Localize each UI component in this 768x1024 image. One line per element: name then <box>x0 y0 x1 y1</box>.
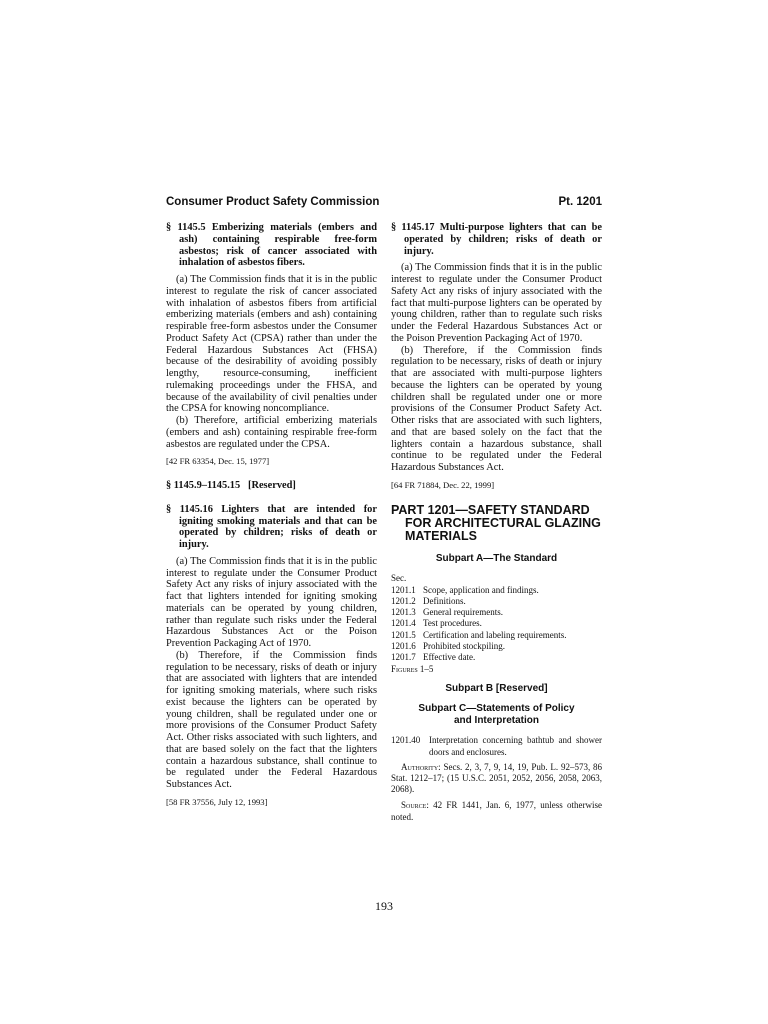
subpart-a-heading: Subpart A—The Standard <box>435 552 558 564</box>
paragraph-b: (b) Therefore, artificial emberizing materials (embers and ash) containing respirable free-form asbestos are regulated under the CPSA. <box>166 415 377 450</box>
left-column <box>166 222 377 821</box>
paragraph-b: (b) Therefore, if the Commission finds regulation to be necessary, risks of death or injury that are associated with multi-purpose lighters because the lighters can be operated by young children shall be regulated under one or more provisions of the Consumer Product Safety Act. Other risks that are associated with such lighters, and that are based solely on the fact that the lighters contain a hazardous substance, shall continue to be regulated under the Federal Hazardous Substances Act. <box>391 344 602 473</box>
toc-title: General requirements. <box>423 607 503 618</box>
toc-number: 1201.2 <box>391 595 416 606</box>
sec-label: Sec. <box>391 572 407 583</box>
toc-number: 1201.40 <box>391 735 421 746</box>
toc-number: 1201.3 <box>391 607 416 618</box>
toc-entry[interactable] <box>391 607 602 618</box>
toc-entry[interactable] <box>391 652 602 663</box>
figures-label: Figures 1–5 <box>391 664 434 675</box>
agency-name: Consumer Product Safety Commission <box>166 196 380 208</box>
section-heading-1145-17 <box>391 222 602 257</box>
authority-label: Authority: <box>401 761 441 772</box>
section-title: Multi-purpose lighters that can be operated by children; risks of death or injury. <box>404 222 602 257</box>
section-heading-1145-16 <box>166 504 377 551</box>
section-number: § 1145.16 <box>166 503 213 515</box>
toc-number: 1201.4 <box>391 618 416 629</box>
toc-number: 1201.7 <box>391 651 416 662</box>
citation: [42 FR 63354, Dec. 15, 1977] <box>166 456 270 467</box>
authority-text: Secs. 2, 3, 7, 9, 14, 19, Pub. L. 92–573, 86 Stat. 1212–17; (15 U.S.C. 2051, 2052, 2056, 2058, 2063, 2068). <box>391 761 603 795</box>
toc-entry[interactable] <box>391 585 602 596</box>
part-title: PART 1201—SAFETY STANDARD FOR ARCHITECTURAL GLAZING MATERIALS <box>391 502 601 543</box>
toc-title: Test procedures. <box>423 618 482 629</box>
toc-number: 1201.6 <box>391 640 416 651</box>
toc-entry[interactable] <box>391 630 602 641</box>
toc-number: 1201.1 <box>391 584 416 595</box>
right-column <box>391 222 602 828</box>
toc-title: Certification and labeling requirements. <box>423 629 567 640</box>
section-number: § 1145.5 <box>166 222 206 233</box>
toc-entry[interactable] <box>391 735 602 757</box>
paragraph-a: (a) The Commission finds that it is in the public interest to regulate the risk of cancer associated with inhalation of asbestos fibers from artificial emberizing materials (embers and ash) containing respirable free-form asbestos under the Consumer Product Safety Act (CPSA) rather than under the Federal Hazardous Substances Act (FHSA) because of the desirability of avoiding possibly lengthy, resource-consuming, inefficient rulemaking proceedings under the FHSA, and because of the availability of civil penalties under the CPSA for knowing noncompliance. <box>166 274 377 415</box>
toc-title: Prohibited stockpiling. <box>423 640 505 651</box>
section-title: [Reserved] <box>247 480 296 491</box>
source-label: Source: <box>401 800 429 811</box>
paragraph-b: (b) Therefore, if the Commission finds regulation to be necessary, risks of death or injury that are associated with lighters that are intended for igniting smoking materials, where such risks exist because the lighters can be operated by young children, shall be regulated under one or more provisions of the Consumer Product Safety Act. Other risks associated with such lighters, and that are based solely on the fact that the lighters contain a hazardous substance, shall continue to be regulated under the Federal Hazardous Substances Act. <box>166 649 377 790</box>
paragraph-a: (a) The Commission finds that it is in the public interest to regulate under the Consumer Product Safety Act any risks of injury associated with the fact that multi-purpose lighters can be operated by young children, rather than to regulate such risks under the Federal Hazardous Substances Act or the Poison Prevention Packaging Act of 1970. <box>391 262 602 344</box>
toc-title: Definitions. <box>423 595 466 606</box>
authority-note <box>391 762 602 796</box>
section-number: § 1145.9–1145.15 <box>166 480 241 491</box>
toc-entry[interactable] <box>391 641 602 652</box>
toc-title: Scope, application and findings. <box>423 584 539 595</box>
paragraph-a: (a) The Commission finds that it is in the public interest to regulate under the Consumer Product Safety Act any risks of injury associated with the fact that lighters intended for igniting smoking materials can be operated by young children, rather than regulate such risks under the Federal Hazardous Substances Act or the Poison Prevention Packaging Act of 1970. <box>166 555 377 649</box>
table-of-contents-c <box>391 735 602 757</box>
section-heading-1145-5 <box>166 222 377 269</box>
toc-number: 1201.5 <box>391 629 416 640</box>
subpart-c-heading: Subpart C—Statements of Policy and Interpretation <box>418 703 575 727</box>
table-of-contents-a <box>391 573 602 676</box>
toc-title: Effective date. <box>423 651 476 662</box>
citation: [64 FR 71884, Dec. 22, 1999] <box>391 479 495 490</box>
citation: [58 FR 37556, July 12, 1993] <box>166 796 268 807</box>
section-heading-1145-9-reserved <box>166 480 377 492</box>
section-title: Emberizing materials (embers and ash) containing respirable free-form asbestos; risk of cancer associated with inhalation of asbestos fibers. <box>179 222 377 269</box>
running-header <box>166 196 602 212</box>
toc-title: Interpretation concerning bathtub and shower doors and enclosures. <box>429 735 602 757</box>
part-label: Pt. 1201 <box>558 196 602 208</box>
source-note <box>391 800 602 822</box>
section-number: § 1145.17 <box>391 222 435 233</box>
section-title: Lighters that are intended for igniting smoking materials and that can be operated by children; risks of death or injury. <box>179 503 377 550</box>
toc-entry[interactable] <box>391 596 602 607</box>
toc-entry[interactable] <box>391 618 602 629</box>
page-number: 193 <box>375 899 393 913</box>
source-text: 42 FR 1441, Jan. 6, 1977, unless otherwise noted. <box>391 800 603 822</box>
subpart-b-heading: Subpart B [Reserved] <box>445 683 548 695</box>
